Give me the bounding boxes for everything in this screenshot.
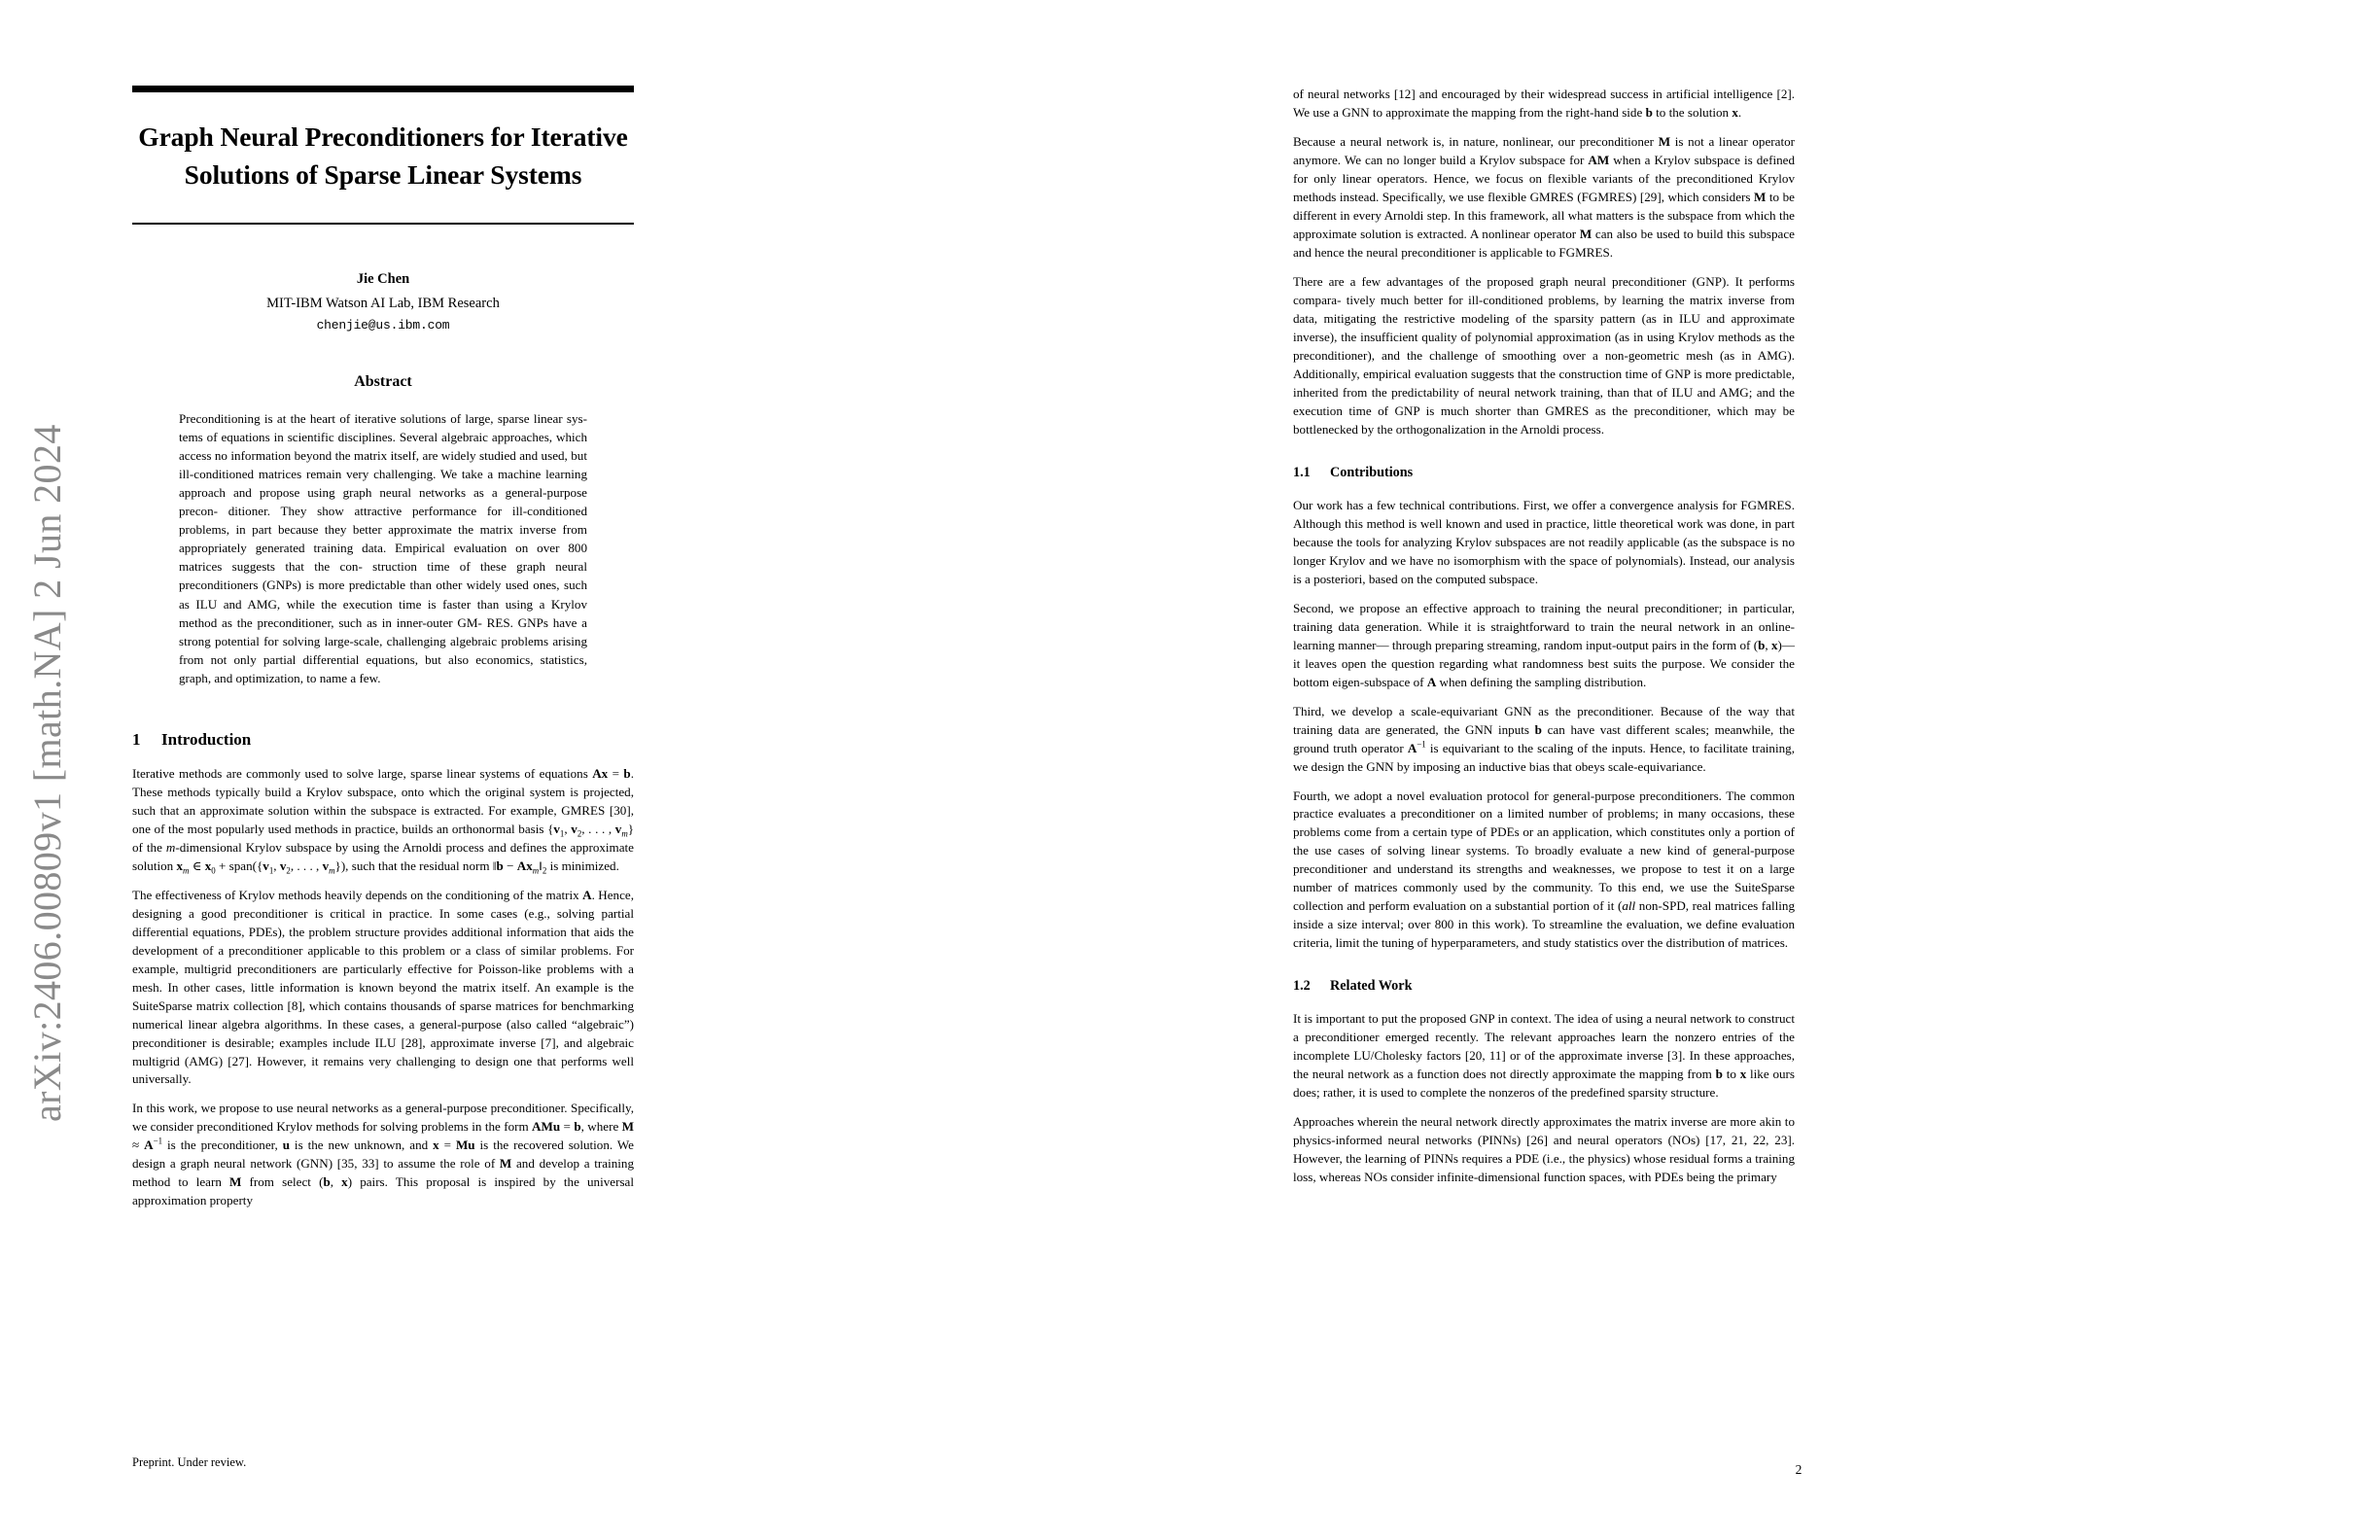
section-heading-introduction [132,730,634,750]
subsection-title: Related Work [1330,978,1413,995]
page-number: 2 [1795,1462,1802,1477]
paragraph-cont-1: of neural networks [12] and encouraged by their widespread success in artificial intelligence [2]. We use a GNN to approximate the mapping from the right-hand side b to the solution x. [1293,87,1795,120]
subsection-heading-related-work [1293,978,1795,995]
author-block [132,269,634,332]
paragraph-cont-2: Because a neural network is, in nature, nonlinear, our preconditioner M is not a linear operator anymore. We can no longer build a Krylov subspace for AM when a Krylov subspace is defined for only linear operators. Hence, we focus on flexible variants of the preconditioned Krylov methods instead. Specifically, we use flexible GMRES (FGMRES) [29], which considers M to be different in every Arnoldi step. In this framework, all what matters is the subspace from which the approximate solution is extracted. A nonlinear operator M can also be used to build this subspace and hence the neural preconditioner is applicable to FGMRES. [1293,133,1796,260]
subsection-number: 1.1 [1293,464,1311,480]
author-email[interactable]: chenjie@us.ibm.com [316,318,450,333]
preprint-note: Preprint. Under review. [132,1455,247,1469]
page-1-body [132,86,1143,1433]
paragraph-related-2: Approaches wherein the neural network directly approximates the matrix inverse are more akin to physics-informed neural networks (PINNs) [26] and neural operators (NOs) [17, 21, 22, 23]. However, the learning of PINNs requires a PDE (i.e., the physics) whose residual forms a training loss, whereas NOs consider infinite-dimensional function spaces, with PDEs being the primary [1293,1114,1795,1185]
paragraph-contrib-4: Fourth, we adopt a novel evaluation protocol for general-purpose preconditioners. The common practice evaluates a preconditioner on a limited number of problems; in many occasions, these problems come from a certain type of PDEs or an application, which constitutes only a portion of the use cases of solving linear systems. To broadly evaluate a new kind of general-purpose preconditioner and understand its strengths and weaknesses, we propose to test it on a large number of matrices commonly used by the community. To this end, we use the SuiteSparse collection and perform evaluation on a substantial portion of it (all non-SPD, real matrices falling inside a size interval; over 800 in this work). To streamline the evaluation, we define evaluation criteria, limit the tuning of hyperparameters, and study statistics over the distribution of matrices. [1293,788,1795,951]
page-2 [1254,0,2343,1540]
section-number: 1 [132,729,141,749]
subsection-number: 1.2 [1293,978,1311,995]
abstract-text: Preconditioning is at the heart of iterative solutions of large, sparse linear sys- tems of equations in scientific disciplines. Several algebraic approaches, which access no information beyond the matrix itself, are widely studied and used, but ill-conditioned matrices remain very challenging. We take a machine learning approach and propose using graph neural networks as a general-purpose precon- ditioner. They show attractive performance for ill-conditioned problems, in part because they better approximate the matrix inverse from appropriately generated training data. Empirical evaluation on over 800 matrices suggests that the con- struction time of these graph neural preconditioners (GNPs) is more predictable than other widely used ones, such as ILU and AMG, while the execution time is faster than using a Krylov method as the preconditioner, such as in inner-outer GM- RES. GNPs have a strong potential for solving large-scale, challenging algebraic problems arising from not only partial differential equations, but also economics, statistics, graph, and optimization, to name a few. [179,411,587,685]
paragraph-contrib-1: Our work has a few technical contributions. First, we offer a convergence analysis for FGMRES. Although this method is well known and used in practice, little theoretical work was done, in part because the tools for analyzing Krylov subspaces are not readily applicable (as the subspace is no longer Krylov and we have no isomorphism with the space of polynomials). Instead, our analysis is a posteriori, based on the computed subspace. [1293,497,1795,586]
arxiv-stamp-text: arXiv:2406.00809v1 [math.NA] 2 Jun 2024 [24,424,69,1122]
paragraph-related-1: It is important to put the proposed GNP in context. The idea of using a neural network to construct a preconditioner emerged recently. The relevant approaches learn the nonzero entries of the incomplete LU/Cholesky factors [20, 11] or of the approximate inverse [3]. In these approaches, the neural network as a function does not directly approximate the mapping from b to x like ours does; rather, it is used to complete the nonzeros of the predefined sparsity structure. [1293,1011,1796,1101]
subsection-heading-contributions [1293,465,1795,481]
paragraph-intro-1: Iterative methods are commonly used to solve large, sparse linear systems of equations Ax = b. These methods typically build a Krylov subspace, onto which the original system is projected, such that an approximate solution within the subspace is extracted. For example, GMRES [30], one of the most popularly used methods in practice, builds an orthonormal basis {$v_1$, $v_2$, . . . , $v_m$} of the m-dimensional Krylov subspace by using the Arnoldi process and defines the approximate solution $x_m$ ∈ $x_0$ + $span(\{v_1$, $v_2$, . . . , $v_m$}), such that the residual norm ‖b − $Ax_m‖_2$ is minimized. [132,765,635,876]
page-2-body [1293,86,2304,1433]
arxiv-stamp [0,0,93,1540]
section-title: Introduction [161,729,252,749]
author-name: Jie Chen [356,271,410,288]
page-1 [93,0,1182,1540]
title-rule-top [132,86,634,92]
paragraph-cont-3: There are a few advantages of the proposed graph neural preconditioner (GNP). It performs compara- tively much better for ill-conditioned problems, by learning the matrix inverse from data, mitigating the restrictive modeling of the sparsity pattern (as in ILU and approximate inverse), the insufficient quality of polynomial approximation (as in using Krylov methods as the preconditioner), and the challenge of smoothing over a non-geometric mesh (as in AMG). Additionally, empirical evaluation suggests that the construction time of GNP is more predictable, inherited from the predictability of neural network training, than that of ILU and AMG; and the execution time of GNP is much shorter than GMRES as the preconditioner, which may be bottlenecked by the orthogonalization in the Arnoldi process. [1293,273,1795,437]
abstract-heading: Abstract [354,373,412,391]
subsection-title: Contributions [1330,464,1414,480]
author-affiliation: MIT-IBM Watson AI Lab, IBM Research [266,295,500,311]
paragraph-contrib-3: Third, we develop a scale-equivariant GNN as the preconditioner. Because of the way that training data are generated, the GNN inputs b can have vast different scales; meanwhile, the ground truth operator $A^{-1}$ is equivariant to the scaling of the inputs. Hence, to facilitate training, we design the GNN by imposing an inductive bias that obeys scale-equivariance. [1293,703,1795,774]
paragraph-intro-3: In this work, we propose to use neural networks as a general-purpose preconditioner. Specifically, we consider preconditioned Krylov methods for solving problems in the form AMu = b, where $M \approx A^{-1}$ is the preconditioner, u is the new unknown, and x = Mu is the recovered solution. We design a graph neural network (GNN) [35, 33] to assume the role of M and develop a training method to learn M from select (b, x) pairs. This proposal is inspired by the universal approximation property [132,1101,635,1208]
page-title: Graph Neural Preconditioners for Iterative Solutions of Sparse Linear Systems [138,122,628,191]
paragraph-intro-2: The effectiveness of Krylov methods heavily depends on the conditioning of the matrix A. Hence, designing a good preconditioner is critical in practice. In some cases (e.g., solving partial differential equations, PDEs), the problem structure provides additional information that aids the development of a preconditioner applicable to this problem or a class of similar problems. For example, multigrid preconditioners are particularly effective for Poisson-like problems with a mesh. In other cases, little information is known beyond the matrix itself. An example is the SuiteSparse matrix collection [8], which contains thousands of sparse matrices for benchmarking numerical linear algebra algorithms. In these cases, a general-purpose (also called “algebraic”) preconditioner is desirable; examples include ILU [28], approximate inverse [7], and algebraic multigrid (AMG) [27]. However, it remains very challenging to design one that performs well universally. [132,887,634,1087]
paragraph-contrib-2: Second, we propose an effective approach to training the neural preconditioner; in particular, training data generation. While it is straightforward to train the neural network in an online-learning manner— through preparing streaming, random input-output pairs in the form of (b, x)—it leaves open the question regarding what randomness best suits the purpose. We consider the bottom eigen-subspace of A when defining the sampling distribution. [1293,600,1796,689]
title-rule-bottom [132,223,634,225]
